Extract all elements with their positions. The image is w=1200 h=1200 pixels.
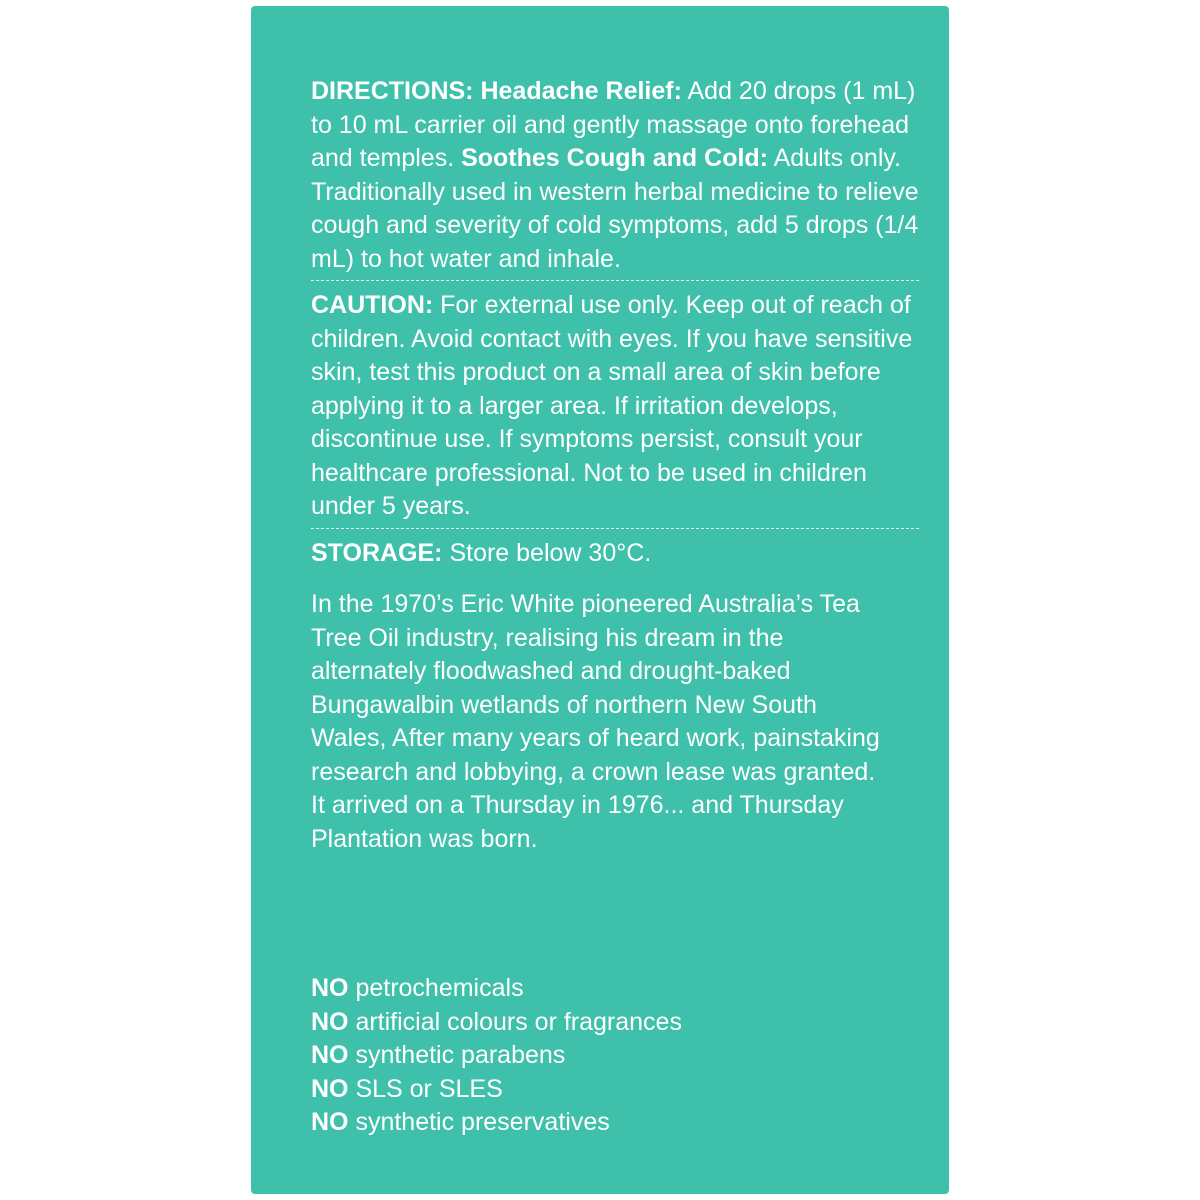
cough-cold-text: Adults only. Traditionally used in western herbal medicine to relieve cough and severity of cold symptoms, add 5 drops (1/4 mL) to hot water and inhale. [311, 144, 919, 273]
free-from-text: synthetic parabens [348, 1041, 566, 1069]
no-prefix: NO [311, 1007, 349, 1036]
storage-label: STORAGE: [311, 538, 443, 567]
free-from-text: petrochemicals [348, 974, 524, 1002]
free-from-item [311, 1073, 682, 1107]
storage-text: Store below 30°C. [442, 538, 652, 567]
free-from-item [311, 972, 682, 1006]
dashed-divider [311, 280, 919, 281]
caution-section [311, 289, 921, 524]
brand-story-paragraph: In the 1970’s Eric White pioneered Australia’s Tea Tree Oil industry, realising his dream in the alternately floodwashed and drought-baked Bungawalbin wetlands of northern New South Wales, After many years of heard work, painstaking research and lobbying, a crown lease was granted. It arrived on a Thursday in 1976... and Thursday Plantation was born. [311, 590, 880, 853]
directions-label: DIRECTIONS: [311, 77, 474, 105]
dashed-divider [311, 528, 919, 529]
free-from-text: synthetic preservatives [348, 1108, 610, 1136]
headache-relief-label: Headache Relief: [480, 77, 682, 105]
caution-label: CAUTION: [311, 291, 434, 319]
free-from-item [311, 1006, 682, 1040]
headache-relief-text: Add 20 drops (1 mL) to 10 mL carrier oil and gently massage onto forehead and temples. [311, 77, 916, 172]
no-prefix: NO [311, 1108, 349, 1136]
free-from-text: artificial colours or fragrances [348, 1007, 682, 1036]
no-prefix: NO [311, 1074, 349, 1103]
caution-text: For external use only. Keep out of reach of children. Avoid contact with eyes. If you have sensitive skin, test this product on a small area of skin before applying it to a larger area. If irritation develops, discontinue use. If symptoms persist, consult your healthcare professional. Not to be used in children under 5 years. [311, 291, 913, 520]
free-from-item [311, 1106, 682, 1140]
storage-section [311, 537, 921, 571]
free-from-text: SLS or SLES [348, 1074, 503, 1103]
no-prefix: NO [311, 974, 349, 1002]
product-info-panel [251, 6, 949, 1194]
directions-section [311, 75, 921, 276]
cough-cold-label: Soothes Cough and Cold: [461, 144, 769, 172]
no-prefix: NO [311, 1041, 349, 1069]
free-from-list [311, 972, 682, 1140]
free-from-item [311, 1039, 682, 1073]
